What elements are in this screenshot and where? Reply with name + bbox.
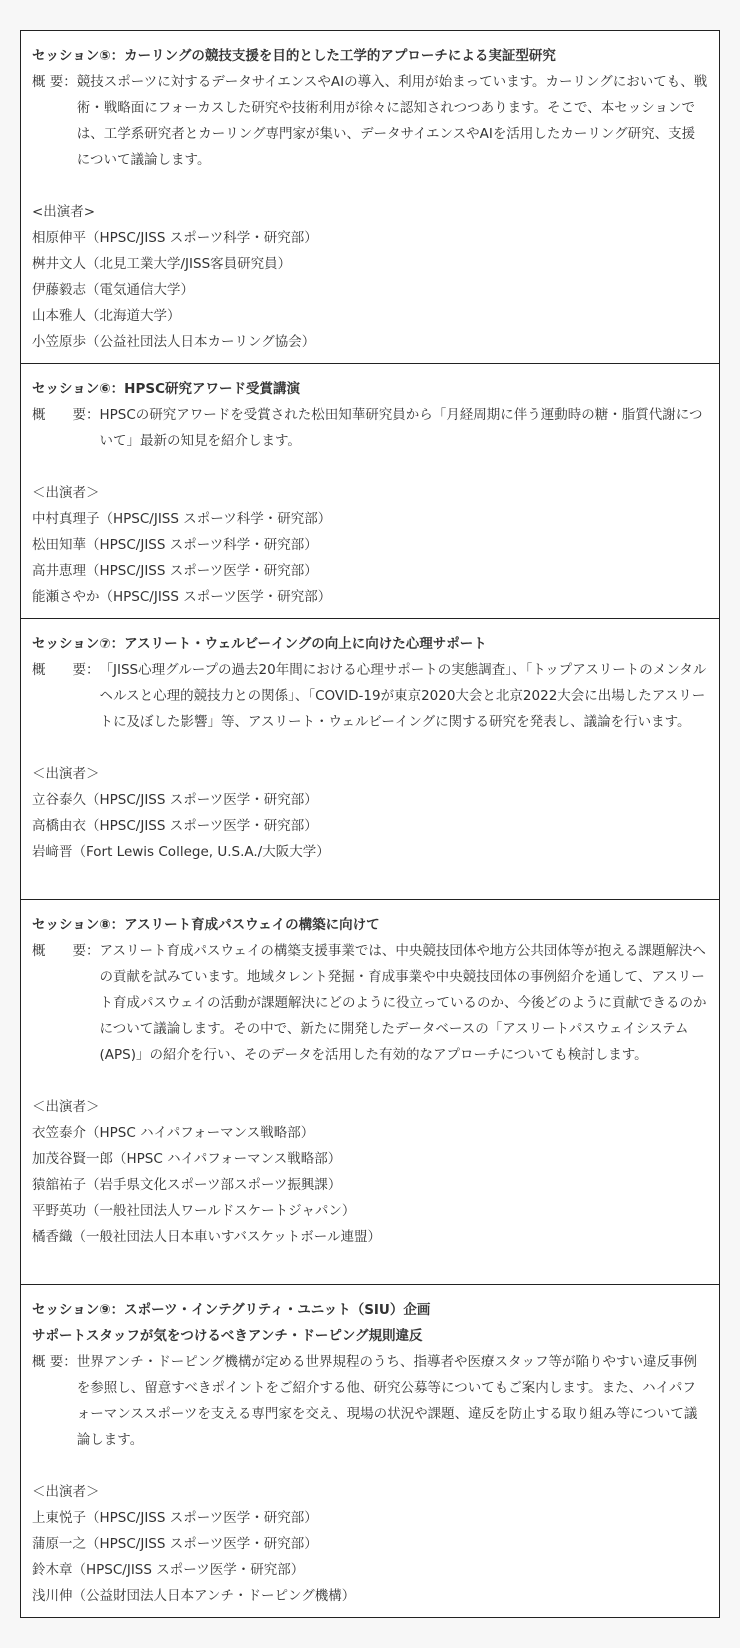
cast-member: 加茂谷賢一郎（HPSC ハイパフォーマンス戦略部） [32, 1151, 342, 1167]
summary-label: 概 要： [32, 1354, 77, 1370]
session-8 [21, 900, 719, 1285]
session-title: セッション⑦：アスリート・ウェルビーイングの向上に向けた心理サポート [32, 636, 487, 652]
summary-text: 競技スポーツに対するデータサイエンスやAIの導入、利用が始まっています。カーリングにおいても、戦術・戦略面にフォーカスした研究や技術利用が徐々に認知されつつあります。そこで、本セッションでは、工学系研究者とカーリング専門家が集い、データサイエンスやAIを活用したカーリング研究、支援について議論します。 [76, 74, 708, 168]
cast-member: 松田知華（HPSC/JISS スポーツ科学・研究部） [32, 537, 318, 553]
cast-member: 橘香織（一般社団法人日本車いすバスケットボール連盟） [32, 1229, 381, 1245]
cast-heading: <出演者> [32, 204, 96, 220]
cast-member: 浅川伸（公益財団法人日本アンチ・ドーピング機構） [32, 1588, 356, 1604]
session-list [20, 30, 720, 1618]
session-summary [32, 69, 708, 173]
cast-heading: ＜出演者＞ [32, 485, 100, 501]
session-summary [32, 1349, 708, 1453]
cast-member: 桝井文人（北見工業大学/JISS客員研究員） [32, 256, 292, 272]
cast-member: 高井恵理（HPSC/JISS スポーツ医学・研究部） [32, 563, 318, 579]
session-title: セッション⑨：スポーツ・インテグリティ・ユニット（SIU）企画 [32, 1302, 431, 1318]
session-7 [21, 619, 719, 900]
summary-label: 概 要： [32, 943, 100, 959]
cast-member: 中村真理子（HPSC/JISS スポーツ科学・研究部） [32, 511, 332, 527]
session-title: セッション⑤：カーリングの競技支援を目的とした工学的アプローチによる実証型研究 [32, 48, 556, 64]
cast-heading: ＜出演者＞ [32, 766, 100, 782]
cast-member: 山本雅人（北海道大学） [32, 308, 181, 324]
session-summary [32, 402, 708, 454]
cast-member: 平野英功（一般社団法人ワールドスケートジャパン） [32, 1203, 356, 1219]
cast-heading: ＜出演者＞ [32, 1484, 100, 1500]
cast-member: 蒲原一之（HPSC/JISS スポーツ医学・研究部） [32, 1536, 318, 1552]
summary-label: 概 要： [32, 662, 100, 678]
session-summary [32, 657, 708, 735]
cast-member: 立谷泰久（HPSC/JISS スポーツ医学・研究部） [32, 792, 318, 808]
session-summary [32, 938, 708, 1068]
cast-member: 鈴木章（HPSC/JISS スポーツ医学・研究部） [32, 1562, 305, 1578]
summary-label: 概 要： [32, 407, 100, 423]
session-subtitle: サポートスタッフが気をつけるべきアンチ・ドーピング規則違反 [32, 1328, 423, 1344]
cast-member: 伊藤毅志（電気通信大学） [32, 282, 194, 298]
cast-member: 能瀬さやか（HPSC/JISS スポーツ医学・研究部） [32, 589, 332, 605]
cast-member: 上東悦子（HPSC/JISS スポーツ医学・研究部） [32, 1510, 318, 1526]
cast-member: 猿舘祐子（岩手県文化スポーツ部スポーツ振興課） [32, 1177, 342, 1193]
cast-member: 小笠原歩（公益社団法人日本カーリング協会） [32, 334, 316, 350]
summary-text: アスリート育成パスウェイの構築支援事業では、中央競技団体や地方公共団体等が抱える課題解決への貢献を試みています。地域タレント発掘・育成事業や中央競技団体の事例紹介を通して、アスリート育成パスウェイの活動が課題解決にどのように役立っているのか、今後どのように貢献できるのかについて議論します。その中で、新たに開発したデータベースの「アスリートパスウェイシステム(APS)」の紹介を行い、そのデータを活用した有効的なアプローチについても検討します。 [99, 943, 707, 1063]
cast-heading: ＜出演者＞ [32, 1099, 100, 1115]
session-9 [21, 1285, 719, 1617]
cast-member: 岩﨑晋（Fort Lewis College, U.S.A./大阪大学） [32, 844, 330, 860]
session-6 [21, 364, 719, 619]
cast-member: 相原伸平（HPSC/JISS スポーツ科学・研究部） [32, 230, 318, 246]
cast-member: 衣笠泰介（HPSC ハイパフォーマンス戦略部） [32, 1125, 315, 1141]
session-5 [21, 31, 719, 364]
summary-label: 概 要： [32, 74, 77, 90]
session-title: セッション⑥：HPSC研究アワード受賞講演 [32, 381, 300, 397]
cast-member: 高橋由衣（HPSC/JISS スポーツ医学・研究部） [32, 818, 318, 834]
summary-text: HPSCの研究アワードを受賞された松田知華研究員から「月経周期に伴う運動時の糖・脂質代謝について」最新の知見を紹介します。 [99, 407, 703, 449]
session-title: セッション⑧：アスリート育成パスウェイの構築に向けて [32, 917, 380, 933]
summary-text: 「JISS心理グループの過去20年間における心理サポートの実態調査」、「トップアスリートのメンタルヘルスと心理的競技力との関係」、「COVID-19が東京2020大会と北京2022大会に出場したアスリートに及ぼした影響」等、アスリート・ウェルビーイングに関する研究を発表し、議論を行います。 [99, 662, 707, 730]
summary-text: 世界アンチ・ドーピング機構が定める世界規程のうち、指導者や医療スタッフ等が陥りやすい違反事例を参照し、留意すべきポイントをご紹介する他、研究公募等についてもご案内します。また、ハイパフォーマンススポーツを支える専門家を交え、現場の状況や課題、違反を防止する取り組み等について議論します。 [76, 1354, 698, 1448]
